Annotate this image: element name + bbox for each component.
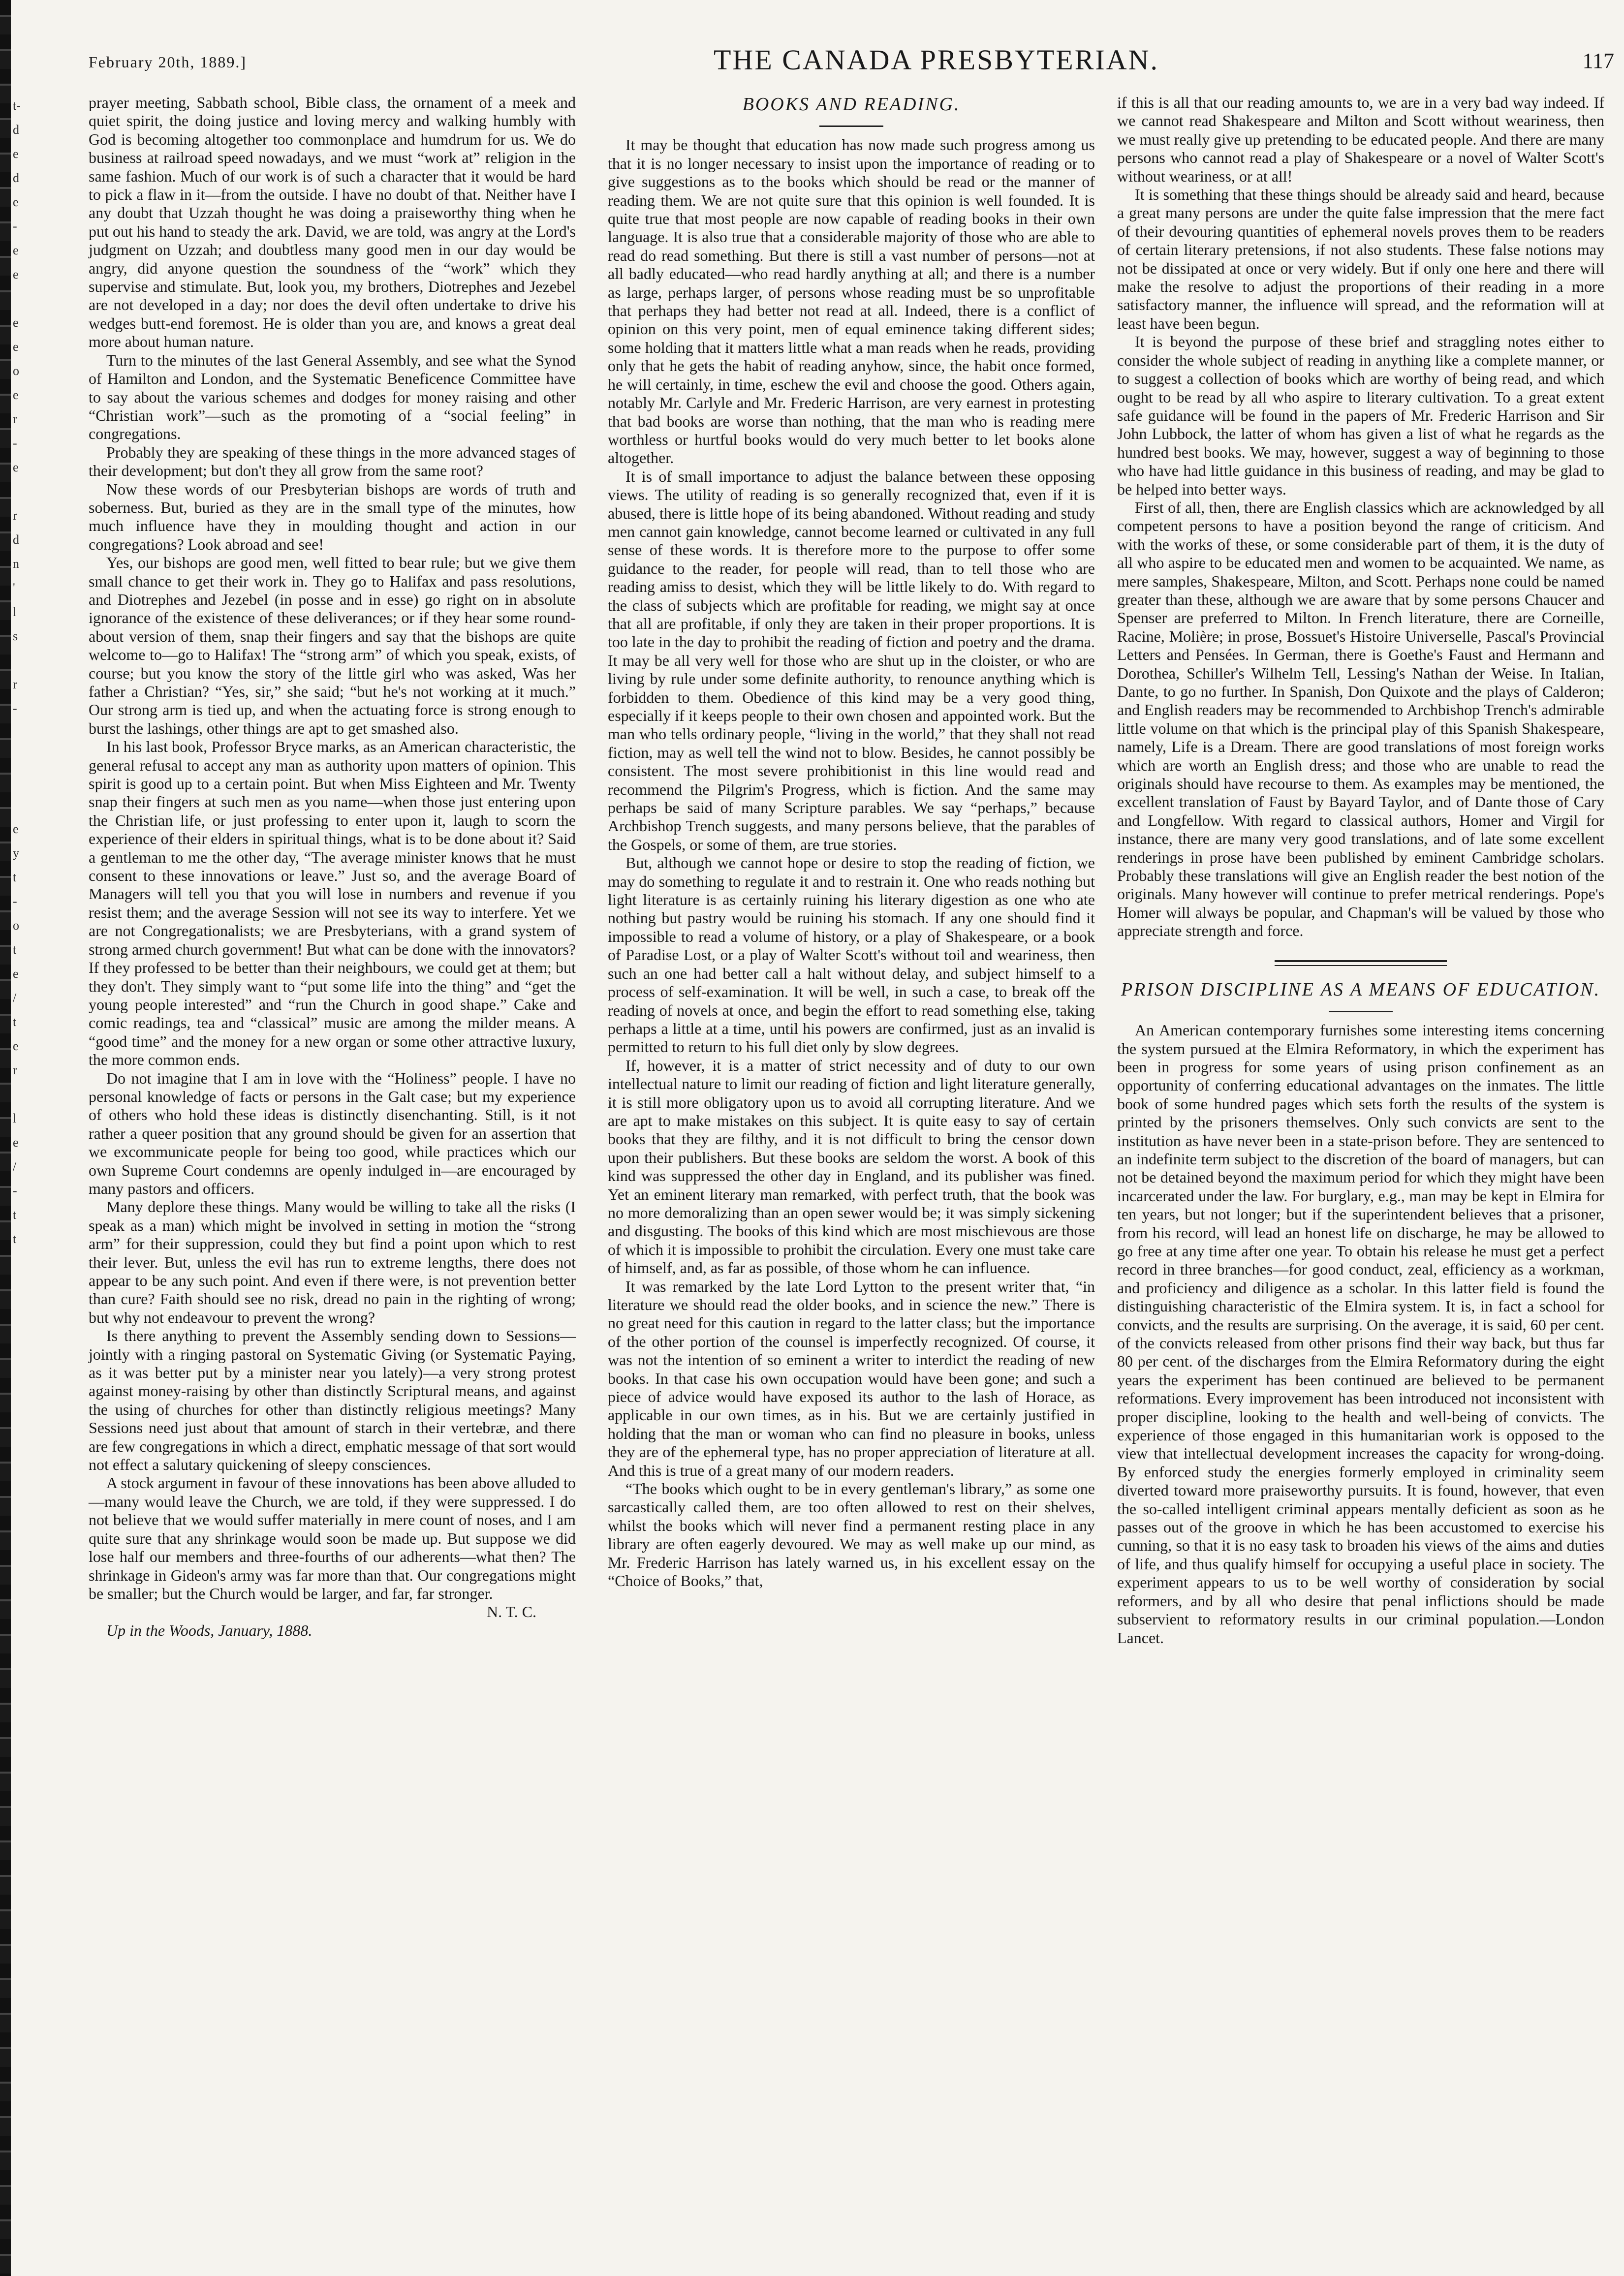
title-rule bbox=[819, 125, 883, 127]
margin-mark: t bbox=[13, 1015, 17, 1029]
margin-mark: e bbox=[13, 243, 19, 257]
margin-mark: ' bbox=[13, 581, 15, 595]
margin-mark: r bbox=[13, 412, 17, 426]
margin-mark bbox=[13, 774, 28, 798]
margin-mark: - bbox=[13, 701, 17, 716]
paragraph: In his last book, Professor Bryce marks, as an American characteristic, the general refusal to accept any man as authority upon matters of opinion. This spirit is good up to a certain point. But when Miss Eighteen and Mr. Twenty snap their fingers at such men as you name—when those just entering upon the Christian life, or just professing to enter upon it, laugh to scorn the experience of their elders in spiritual things, what is to be done about it? Said a gentleman to me the other day, “The average minister knows that he must consent to these innovations or leave.” Just so, and the average Board of Managers will tell you that you will lose in numbers and revenue if you resist them; and the average Session will not see its way to interfere. Yet we are not Congregationalists; we are Presbyterians, with a grand system of strong armed church government! But what can be done with the innovators? If they professed to be better than their neighbours, we could get at them; but they don't. They simply want to “put some life into the thing” and “get the young people interested” and “run the Church in good shape.” Cake and comic readings, tea and “classical” music are among the milder means. A “good time” and the money for a new organ or some other attractive luxury, the more common ends. bbox=[89, 738, 576, 1069]
paragraph: Do not imagine that I am in love with the “Holiness” people. I have no personal knowledge of facts or persons in the Galt case; but my experience of others who hold these ideas is distinctly disenchanting. Still, is it not rather a queer position that any ground should be given for an assertion that we excommunicate people for being too good, while practices which our own Supreme Court condemns are openly indulged in—are encouraged by many pastors and officers. bbox=[89, 1069, 576, 1197]
paragraph: An American contemporary furnishes some interesting items concerning the system pursued at the Elmira Reformatory, in which the experiment has been in progress for some years of using prison confinement as an opportunity of conferring educational advantages on the inmates. The little book of some hundred pages which sets forth the results of the system is printed by the prisoners themselves. Only such convicts are sent to the institution as have never been in a state-prison before. They are sentenced to an indefinite term subject to the discretion of the board of managers, but can not be detained beyond the maximum period for which they might have been incarcerated under the law. For burglary, e.g., man may be kept in Elmira for ten years, but not longer; but if the superintendent believes that a prisoner, from his record, will lead an honest life on discharge, he may be allowed to go free at any time after one year. To obtain his release he must get a perfect record in three branches—for good conduct, zeal, efficiency as a workman, and proficiency and diligence as a scholar. In this latter field is found the distinguishing characteristic of the Elmira system. It is, in fact a school for convicts, and the results are surprising. On the average, it is said, 60 per cent. of the convicts released from other prisons find their way back, but thus far 80 per cent. of the discharges from the Elmira Reformatory during the eight years the experiment has been continued are believed to be permanent reformations. Every improvement has been introduced not inconsistent with proper discipline, looking to the health and well-being of convicts. The experience of those engaged in this humanitarian work is opposed to the view that intellectual development increases the capacity for wrong-doing. By enforced study the energies formerly employed in criminality seem diverted toward more praiseworthy pursuits. It is found, however, that even the so-called intelligent criminal appears mentally deficient as soon as he passes out of the groove in which he has been accustomed to exercise his cunning, so that it is no easy task to broaden his views of the aims and duties of life, and thus qualify himself for occupying a useful place in society. The experiment appears to us to be well worthy of consideration by social reformers, and by all who desire that penal inflictions should be made subservient to reformatory results in our criminal population.—London Lancet. bbox=[1117, 1021, 1604, 1647]
margin-mark: r bbox=[13, 1063, 17, 1077]
margin-mark: y bbox=[13, 846, 19, 860]
margin-mark: / bbox=[13, 991, 17, 1005]
article-title-books-and-reading: BOOKS AND READING. bbox=[742, 94, 961, 115]
margin-mark: l bbox=[13, 605, 17, 619]
paragraph: Is there anything to prevent the Assembly sending down to Sessions—jointly with a ringing pastoral on Systematic Giving (or Systematic Paying, as it was better put by a minister near you lately)—a very strong protest against money-raising by other than distinctly Scriptural means, and against the using of churches for other than distinctly religious meetings? Many Sessions need just about that amount of starch in their vertebræ, and there are few congregations in which a direct, emphatic message of that sort would not effect a salutary quickening of sleepy consciences. bbox=[89, 1327, 576, 1474]
margin-mark: e bbox=[13, 460, 19, 474]
paragraph: Yes, our bishops are good men, well fitted to bear rule; but we give them small chance to get their work in. They go to Halifax and pass resolutions, and Diotrephes and Jezebel (in posse and in esse) go right on in absolute ignorance of the existence of these deliverances; or if they hear some round-about version of them, snap their fingers and say that the bishops are quite welcome to—go to Halifax! The “strong arm” of which you speak, exists, of course; but you know the story of the little girl who was asked, Was her father a Christian? “Yes, sir,” she said; “but he's not working at it much.” Our strong arm is tied up, and when the actuating force is strong enough to burst the lashings, other things are apt to get smashed also. bbox=[89, 554, 576, 737]
margin-mark bbox=[13, 725, 28, 749]
margin-mark: d bbox=[13, 123, 19, 137]
paragraph: If, however, it is a matter of strict necessity and of duty to our own intellectual nature to limit our reading of fiction and light literature generally, it is still more obligatory upon us to avoid all corrupting literature. And we are apt to make mistakes on this subject. It is quite easy to say of certain books that they are filthy, and it is not difficult to bring the censor down upon their publishers. But these books are seldom the worst. A book of this kind was suppressed the other day in England, and its publisher was fined. Yet an eminent literary man remarked, with perfect truth, that the book was no more demoralizing than an open sewer would be; it was simply sickening and disgusting. The books of this kind which are most mischievous are those of which it is impossible to prohibit the circulation. Every one must take care of himself, and, as far as possible, of those whom he can influence. bbox=[608, 1056, 1095, 1277]
paragraph: “The books which ought to be in every gentleman's library,” as some one sarcastically called them, are too often allowed to rest on their shelves, whilst the books which will never find a permanent resting place in any library are often eagerly devoured. We may as well make up our mind, as Mr. Frederic Harrison has lately warned us, in his excellent essay on the “Choice of Books,” that, bbox=[608, 1480, 1095, 1590]
column-left bbox=[89, 94, 576, 1640]
newspaper-title: THE CANADA PRESBYTERIAN. bbox=[714, 44, 1159, 76]
margin-mark bbox=[13, 484, 28, 508]
margin-mark: t bbox=[13, 870, 17, 884]
column-right bbox=[1117, 94, 1604, 1647]
margin-mark: d bbox=[13, 532, 19, 547]
page-number: 117 bbox=[1582, 49, 1614, 73]
margin-mark: / bbox=[13, 1159, 17, 1174]
margin-mark: e bbox=[13, 822, 19, 836]
issue-date: February 20th, 1889.] bbox=[89, 53, 247, 71]
margin-marks bbox=[13, 98, 28, 1256]
margin-mark: - bbox=[13, 219, 17, 233]
margin-mark: - bbox=[13, 436, 17, 450]
title-rule bbox=[1329, 1011, 1393, 1012]
margin-mark: t bbox=[13, 942, 17, 957]
article-title-prison-discipline: PRISON DISCIPLINE AS A MEANS OF EDUCATION. bbox=[1121, 979, 1601, 1000]
margin-mark: t bbox=[13, 1208, 17, 1222]
paragraph: if this is all that our reading amounts to, we are in a very bad way indeed. If we cannot read Shakespeare and Milton and Scott without weariness, then we must really give up pretending to be educated people. And there are many persons who cannot read a play of Shakespeare or a novel of Walter Scott's without weariness, or at all! bbox=[1117, 94, 1604, 185]
paragraph: It is something that these things should be already said and heard, because a great many persons are under the quite false impression that the mere fact of their devouring quantities of ephemeral novels proves them to be readers of certain literary pretensions, if not also students. These false notions may not be dissipated at once or very widely. But if only one here and there will make the resolve to adjust the proportions of their reading in a more satisfactory manner, the influence will spread, and the reformation will at least have been begun. bbox=[1117, 186, 1604, 332]
paragraph: Turn to the minutes of the last General Assembly, and see what the Synod of Hamilton and London, and the Systematic Beneficence Committee have to say about the various schemes and dodges for money raising and other “Christian work”—such as the promoting of a “social feeling” in congregations. bbox=[89, 351, 576, 443]
paragraph: It is beyond the purpose of these brief and straggling notes either to consider the whole subject of reading in anything like a complete manner, or to suggest a collection of books which are worthy of being read, and which ought to be read by all who aspire to literary cultivation. To a great extent safe guidance will be found in the papers of Mr. Frederic Harrison and Sir John Lubbock, the latter of whom has given a list of what he regards as the hundred best books. We may, however, suggest a way of beginning to those who have had little guidance in this business of reading, and may be glad to be helped into better ways. bbox=[1117, 333, 1604, 498]
paragraph: It may be thought that education has now made such progress among us that it is no longer necessary to insist upon the importance of reading or to give suggestions as to the books which should be read or the manner of reading them. We are not quite sure that this opinion is well founded. It is quite true that most people are now capable of reading books in their own language. It is also true that a considerable majority of those who are able to read do read something. But there is still a vast number of persons—not at all badly educated—who read hardly anything at all; and there is a number as large, perhaps larger, of persons whose reading must be so unprofitable that perhaps they had better not read at all. Indeed, there is a conflict of opinion on this very point, men of equal eminence taking different sides; some holding that it matters little what a man reads when he reads, providing only that he gets the habit of reading anyhow, since, the habit once formed, he will certainly, in time, eschew the evil and choose the good. Others again, notably Mr. Carlyle and Mr. Frederic Harrison, are very earnest in protesting that bad books are worse than nothing, that the man who is reading mere worthless or hurtful books would do very much better to let books alone altogether. bbox=[608, 136, 1095, 467]
paragraph: First of all, then, there are English classics which are acknowledged by all competent persons to have a position beyond the range of criticism. And with the works of these, or some considerable part of them, it is the duty of all who aspire to be educated men and women to be acquainted. We name, as mere samples, Shakespeare, Milton, and Scott. Perhaps none could be named greater than these, although we are aware that by some persons Chaucer and Spenser are preferred to Milton. In French literature, there are Corneille, Racine, Molière; in prose, Bossuet's Histoire Universelle, Pascal's Provincial Letters and Pensées. In German, there is Goethe's Faust and Hermann and Dorothea, Schiller's Wilhelm Tell, Lessing's Nathan der Weise. In Italian, Dante, to go no further. In Spanish, Don Quixote and the plays of Calderon; and English readers may be recommended to Archbishop Trench's admirable little volume on that which is the principal play of this Spanish Shakespeare, namely, Life is a Dream. There are good translations of most foreign works which are worth an English dress; and those who are unable to read the originals should have recourse to them. As examples may be mentioned, the excellent translation of Faust by Bayard Taylor, and of Dante those of Cary and Longfellow. With regard to classical authors, Homer and Virgil for instance, there are many very good translations, and of late some excellent renderings in prose have been published by eminent Cambridge scholars. Probably these translations will give an English reader the best notion of the originals. Many however will continue to prefer metrical renderings. Pope's Homer will always be popular, and Chapman's will be valued by those who appreciate strength and force. bbox=[1117, 498, 1604, 940]
margin-mark: r bbox=[13, 677, 17, 691]
margin-mark: e bbox=[13, 1039, 19, 1053]
margin-mark bbox=[13, 798, 28, 822]
margin-mark: o bbox=[13, 364, 19, 378]
author-signature: N. T. C. bbox=[486, 1603, 536, 1621]
margin-mark: s bbox=[13, 629, 18, 643]
margin-mark: l bbox=[13, 1111, 17, 1125]
margin-mark: e bbox=[13, 195, 19, 209]
margin-mark: e bbox=[13, 388, 19, 402]
dateline: Up in the Woods, January, 1888. bbox=[106, 1621, 312, 1639]
margin-mark: e bbox=[13, 147, 19, 161]
margin-mark: - bbox=[13, 1184, 17, 1198]
page-header bbox=[89, 43, 1619, 83]
paragraph: A stock argument in favour of these innovations has been above alluded to—many would leave the Church, we are told, if they were suppressed. I do not believe that we would suffer materially in mere count of noses, and I am quite sure that any shrinkage would soon be made up. But suppose we did lose half our members and three-fourths of our adherents—what then? The shrinkage in Gideon's army was far more than that. Our congregations might be smaller; but the Church would be larger, and far, far stronger. bbox=[89, 1474, 576, 1602]
margin-mark bbox=[13, 291, 28, 315]
margin-mark: e bbox=[13, 267, 19, 281]
paragraph: It is of small importance to adjust the balance between these opposing views. The utility of reading is so generally recognized that, even if it is abused, there is little hope of its being abandoned. Without reading and study men cannot gain knowledge, cannot become learned or cultivated in any full sense of these words. It is therefore more to the purpose to offer some guidance to the reader, for people will read, than to tell those who are reading amiss to desist, which they will be little likely to do. With regard to the class of subjects which are profitable for reading, we might say at once that all are profitable, if only they are taken in their proper proportions. It is too late in the day to prohibit the reading of fiction and poetry and the drama. It may be all very well for those who are shut up in the cloister, or who are living by rule under some definite authority, to renounce anything which is forbidden to them. Obedience of this kind may be a very good thing, especially if it keeps people to their own chosen and appointed work. But the man who tells ordinary people, “living in the world,” that they shall not read fiction, may as well tell the wind not to blow. Besides, he cannot possibly be consistent. The most severe prohibitionist in this line would read and recommend the Pilgrim's Progress, which is fiction. And the same may perhaps be said of many Scripture parables. We say “perhaps,” because Archbishop Trench suggests, and many persons believe, that the parables of the Gospels, or some of them, are true stories. bbox=[608, 467, 1095, 853]
paragraph: Now these words of our Presbyterian bishops are words of truth and soberness. But, buried as they are in the small type of the minutes, how much influence have they in moulding thought and action in our congregations? Look abroad and see! bbox=[89, 480, 576, 553]
margin-mark: r bbox=[13, 508, 17, 523]
margin-mark: e bbox=[13, 1135, 19, 1150]
column-middle bbox=[608, 94, 1095, 1590]
margin-mark bbox=[13, 653, 28, 677]
margin-mark: n bbox=[13, 557, 19, 571]
paragraph: Probably they are speaking of these things in the more advanced stages of their development; but don't they all grow from the same root? bbox=[89, 443, 576, 480]
margin-mark bbox=[13, 1087, 28, 1111]
margin-mark: e bbox=[13, 315, 19, 330]
paragraph: Many deplore these things. Many would be willing to take all the risks (I speak as a man) which might be involved in setting in motion the “strong arm” for their suppression, could they but find a point upon which to rest their lever. But, unless the evil has run to extreme lengths, there does not appear to be any such point. And even if there were, is not prevention better than cure? Faith should see no risk, dread no pain in the righting of wrong; but why not endeavour to prevent the wrong? bbox=[89, 1198, 576, 1326]
binding-edge bbox=[0, 0, 11, 2276]
margin-mark: t bbox=[13, 1232, 17, 1246]
paragraph: prayer meeting, Sabbath school, Bible class, the ornament of a meek and quiet spirit, the doing justice and loving mercy and walking humbly with God is becoming altogether too commonplace and humdrum for us. We do business at railroad speed nowadays, and we must “work at” religion in the same fashion. Much of our work is of such a character that it would be hard to pick a flaw in it—from the outside. I have no doubt of that. Neither have I any doubt that Uzzah thought he was doing a praiseworthy thing when he put out his hand to steady the ark. David, we are told, was angry at the Lord's judgment on Uzzah; and doubtless many good men in our day would be angry, did anyone question the soundness of the “work” which they supervise and stimulate. But, look you, my brothers, Diotrephes and Jezebel are not developed in a day; nor does the devil often undertake to drive his wedges butt-end foremost. He is older than you are, and knows a great deal more about human nature. bbox=[89, 94, 576, 351]
margin-mark: o bbox=[13, 918, 19, 933]
margin-mark: - bbox=[13, 894, 17, 908]
paragraph: It was remarked by the late Lord Lytton to the present writer that, “in literature we should read the older books, and in science the new.” There is no great need for this caution in regard to the latter class; but the importance of the other portion of the counsel is imperfectly recognized. Of course, it was not the intention of so eminent a writer to interdict the reading of new books. In that case his own occupation would have been gone; and such a piece of advice would have exposed its author to the lash of Horace, as applicable in our own times, as in his. But we are certainly justified in holding that the man or woman who can find no pleasure in books, unless they are of the ephemeral type, has no proper appreciation of literature at all. And this is true of a great many of our modern readers. bbox=[608, 1277, 1095, 1479]
section-divider bbox=[1275, 960, 1447, 966]
margin-mark: t- bbox=[13, 98, 21, 113]
margin-mark: d bbox=[13, 171, 19, 185]
paragraph: But, although we cannot hope or desire to stop the reading of fiction, we may do something to regulate it and to restrain it. One who reads nothing but light literature is as certainly ruining his literary digestion as one who ate nothing but pastry would be ruining his stomach. If any one should find it impossible to read a volume of history, or a play of Shakespeare, or a book of Paradise Lost, or a play of Walter Scott's without toil and weariness, then such an one had better call a halt without delay, and subject himself to a process of self-examination. It will be well, in such a case, to break off the reading of novels at once, and begin the effort to read something else, taking perhaps a little at a time, until his powers are confirmed, just as an invalid is permitted to return to his full diet only by slow degrees. bbox=[608, 854, 1095, 1056]
margin-mark bbox=[13, 749, 28, 774]
margin-mark: e bbox=[13, 967, 19, 981]
margin-mark: e bbox=[13, 340, 19, 354]
